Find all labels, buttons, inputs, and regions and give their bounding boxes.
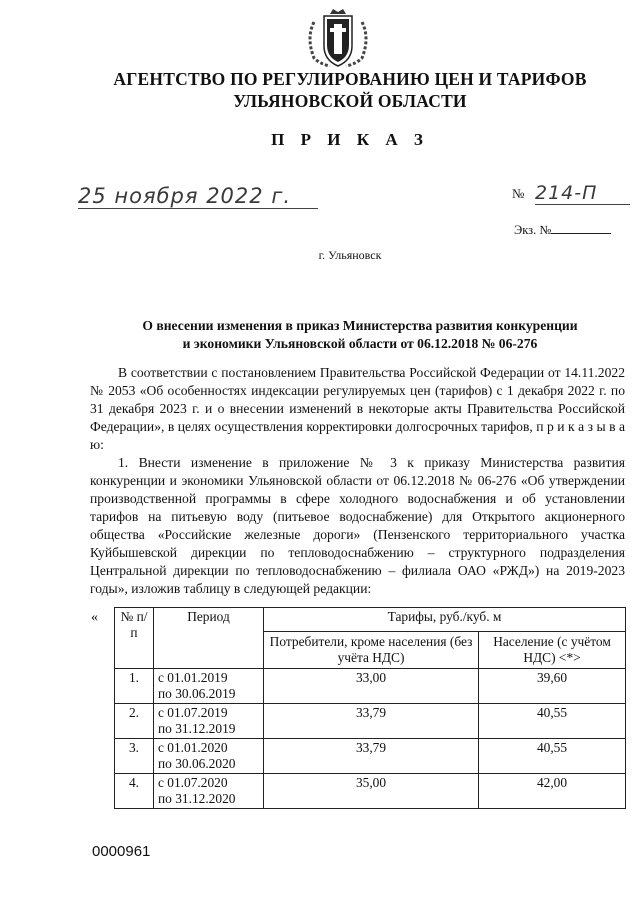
row-consumers-tariff: 33,79 (264, 739, 479, 774)
row-number: 1. (115, 669, 154, 704)
row-period (154, 704, 264, 739)
row-period (154, 739, 264, 774)
row-population-tariff: 40,55 (479, 739, 626, 774)
row-period (154, 669, 264, 704)
period-to: по 30.06.2019 (158, 686, 236, 701)
row-consumers-tariff: 35,00 (264, 774, 479, 809)
handwritten-date: 25 ноября 2022 г. (78, 184, 318, 209)
period-to: по 31.12.2020 (158, 791, 236, 806)
header-population: Население (с учётом НДС) <*> (479, 632, 626, 669)
preamble-paragraph: В соответствии с постановлением Правительства Российской Федерации от 14.11.2022 № 2053 «Об особенностях индексации регулируемых цен (тарифов) с 1 декабря 2022 г. по 31 декабря 2023 г. и о внесении изменений в некоторые акты Правительства Российской Федерации», в целях осуществления корректировки долгосрочных тарифов, п р и к а з ы в а ю: (90, 365, 625, 452)
table-row (115, 704, 626, 739)
period-from: с 01.01.2020 (158, 740, 228, 755)
row-population-tariff: 40,55 (479, 704, 626, 739)
row-number: 4. (115, 774, 154, 809)
row-number: 2. (115, 704, 154, 739)
header-tariffs: Тарифы, руб./куб. м (264, 608, 626, 632)
period-to: по 31.12.2019 (158, 721, 236, 736)
document-serial-code: 0000961 (92, 843, 151, 860)
header-number: № п/п (115, 608, 154, 669)
table-row (115, 774, 626, 809)
subject-line2: и экономики Ульяновской области от 06.12.2018 № 06-276 (182, 336, 538, 351)
agency-name-line2: УЛЬЯНОВСКОЙ ОБЛАСТИ (233, 91, 467, 111)
period-from: с 01.07.2019 (158, 705, 228, 720)
document-subject (80, 317, 640, 353)
table-row (115, 669, 626, 704)
table-open-quote: « (91, 610, 98, 625)
header-consumers: Потребители, кроме населения (без учёта НДС) (264, 632, 479, 669)
copy-number-label: Экз. № (514, 223, 552, 237)
table-row (115, 739, 626, 774)
row-population-tariff: 39,60 (479, 669, 626, 704)
city-line: г. Ульяновск (318, 248, 382, 262)
row-consumers-tariff: 33,00 (264, 669, 479, 704)
period-from: с 01.01.2019 (158, 670, 228, 685)
row-population-tariff: 42,00 (479, 774, 626, 809)
document-type-title: П Р И К А З (271, 130, 429, 149)
row-consumers-tariff: 33,79 (264, 704, 479, 739)
number-label: № (512, 186, 525, 201)
row-period (154, 774, 264, 809)
table-header-row (115, 608, 626, 632)
copy-number-field (514, 222, 611, 238)
subject-line1: О внесении изменения в приказ Министерства развития конкуренции (142, 318, 578, 333)
agency-name-line1: АГЕНТСТВО ПО РЕГУЛИРОВАНИЮ ЦЕН И ТАРИФОВ (113, 69, 587, 89)
agency-name (60, 68, 640, 112)
period-from: с 01.07.2020 (158, 775, 228, 790)
handwritten-order-number: 214-П (535, 182, 630, 205)
period-to: по 30.06.2020 (158, 756, 236, 771)
clause-1-paragraph: 1. Внести изменение в приложение № 3 к приказу Министерства развития конкуренции и экономики Ульяновской области от 06.12.2018 № 06-276 «Об утверждении производственной программы в сфере холодного водоснабжения и об установлении тарифов на питьевую воду (питьевое водоснабжение) для Открытого акционерного общества «Российские железные дороги» (Пензенского территориального участка Куйбышевской дирекции по тепловодоснабжению – структурного подразделения Центральной дирекции по тепловодоснабжению – филиала ОАО «РЖД») на 2019-2023 годы», изложив таблицу в следующей редакции: (90, 455, 625, 596)
copy-number-blank (551, 222, 611, 234)
header-period: Период (154, 608, 264, 669)
coat-of-arms-emblem (300, 8, 376, 70)
row-number: 3. (115, 739, 154, 774)
tariff-table (114, 607, 626, 809)
